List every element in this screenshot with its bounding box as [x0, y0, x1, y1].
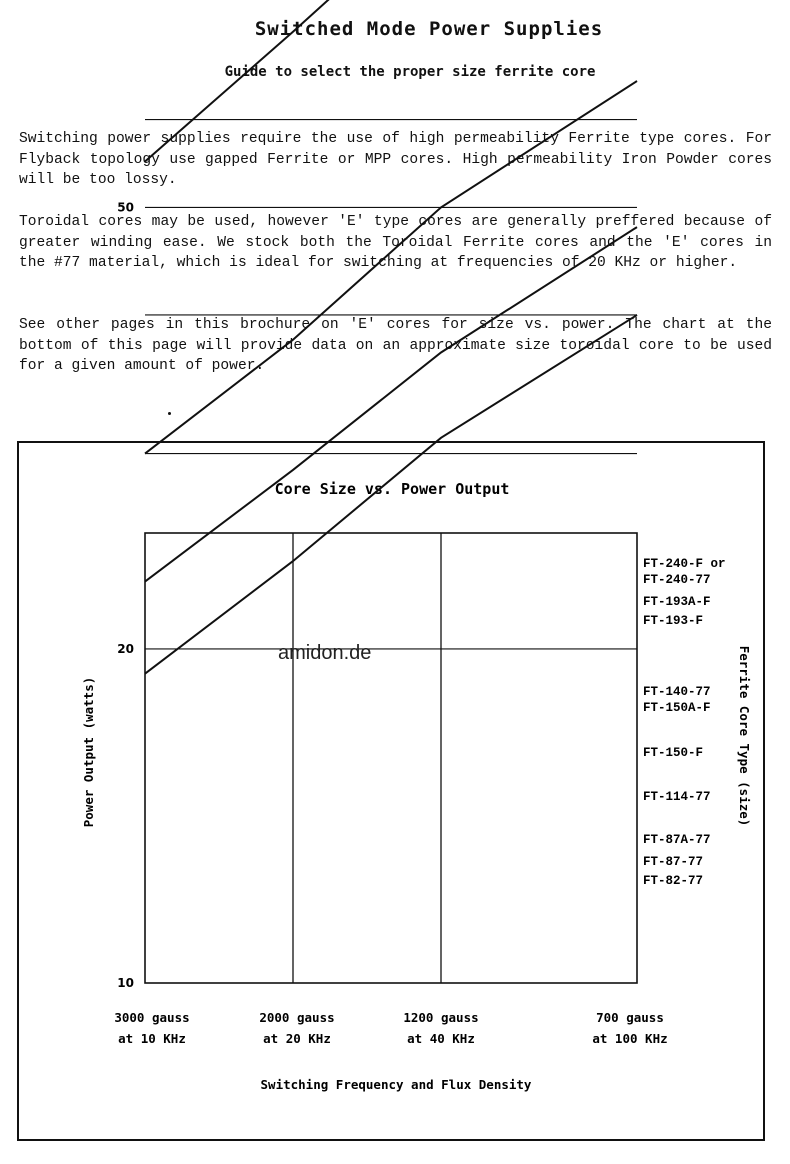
- y-tick-label: 10: [117, 976, 134, 990]
- series-line-ft-114-77: [145, 0, 637, 162]
- right-axis-label: Ferrite Core Type (size): [737, 645, 752, 827]
- core-type-label: FT-240-77: [643, 573, 711, 587]
- chart-series: [145, 0, 637, 674]
- core-type-label: FT-87A-77: [643, 833, 711, 847]
- watermark: amidon.de: [278, 642, 372, 664]
- series-line-ft-87a-77: [145, 81, 637, 454]
- core-type-label: FT-150-F: [643, 746, 704, 760]
- core-type-label: FT-193A-F: [643, 595, 711, 609]
- y-tick-label: 50: [117, 200, 134, 215]
- chart-title: Core Size vs. Power Output: [274, 480, 510, 498]
- x-category-labels: [114, 1010, 667, 1046]
- x-category-label: 1200 gauss: [403, 1010, 479, 1025]
- y-axis-label: Power Output (watts): [81, 676, 96, 828]
- core-type-label: FT-150A-F: [643, 701, 711, 715]
- intro-paragraph-3: See other pages in this brochure on 'E' cores for size vs. power. The chart at the bottom of this page will provide data on an approximate size toroidal core to be used for a given amount of power.: [19, 317, 772, 374]
- core-type-labels: [643, 557, 726, 888]
- x-category-sublabel: at 100 KHz: [592, 1031, 668, 1046]
- plot-border: [145, 533, 637, 983]
- x-category-label: 2000 gauss: [259, 1010, 335, 1025]
- y-tick-labels: [101, 0, 134, 990]
- intro-paragraph-1: Switching power supplies require the use of high permeability Ferrite type cores. For Flyback topology use gapped Ferrite or MPP cores. High permeability Iron Powder cores will be too lossy.: [19, 131, 772, 188]
- core-type-label: FT-82-77: [643, 874, 704, 888]
- y-tick-label: 20: [117, 642, 134, 656]
- x-category-label: 3000 gauss: [114, 1010, 190, 1025]
- x-category-sublabel: at 40 KHz: [407, 1031, 475, 1046]
- page-title: Switched Mode Power Supplies: [254, 18, 604, 40]
- x-category-label: 700 gauss: [596, 1010, 664, 1025]
- x-category-sublabel: at 20 KHz: [263, 1031, 331, 1046]
- series-line-ft-87-77: [145, 227, 637, 581]
- core-type-label: FT-240-F or: [643, 557, 726, 571]
- page-subtitle: Guide to select the proper size ferrite core: [224, 64, 596, 80]
- core-type-label: FT-87-77: [643, 855, 704, 869]
- x-category-sublabel: at 10 KHz: [118, 1031, 186, 1046]
- core-type-label: FT-140-77: [643, 685, 711, 699]
- x-axis-label: Switching Frequency and Flux Density: [260, 1077, 532, 1092]
- intro-paragraph-2: Toroidal cores may be used, however 'E' type cores are generally preffered because of greater winding ease. We stock both the Toroidal Ferrite cores and the 'E' cores in the #77 material, which is ideal for switching at frequencies of 20 KHz or higher.: [19, 214, 772, 271]
- core-type-label: FT-193-F: [643, 614, 704, 628]
- core-type-label: FT-114-77: [643, 790, 711, 804]
